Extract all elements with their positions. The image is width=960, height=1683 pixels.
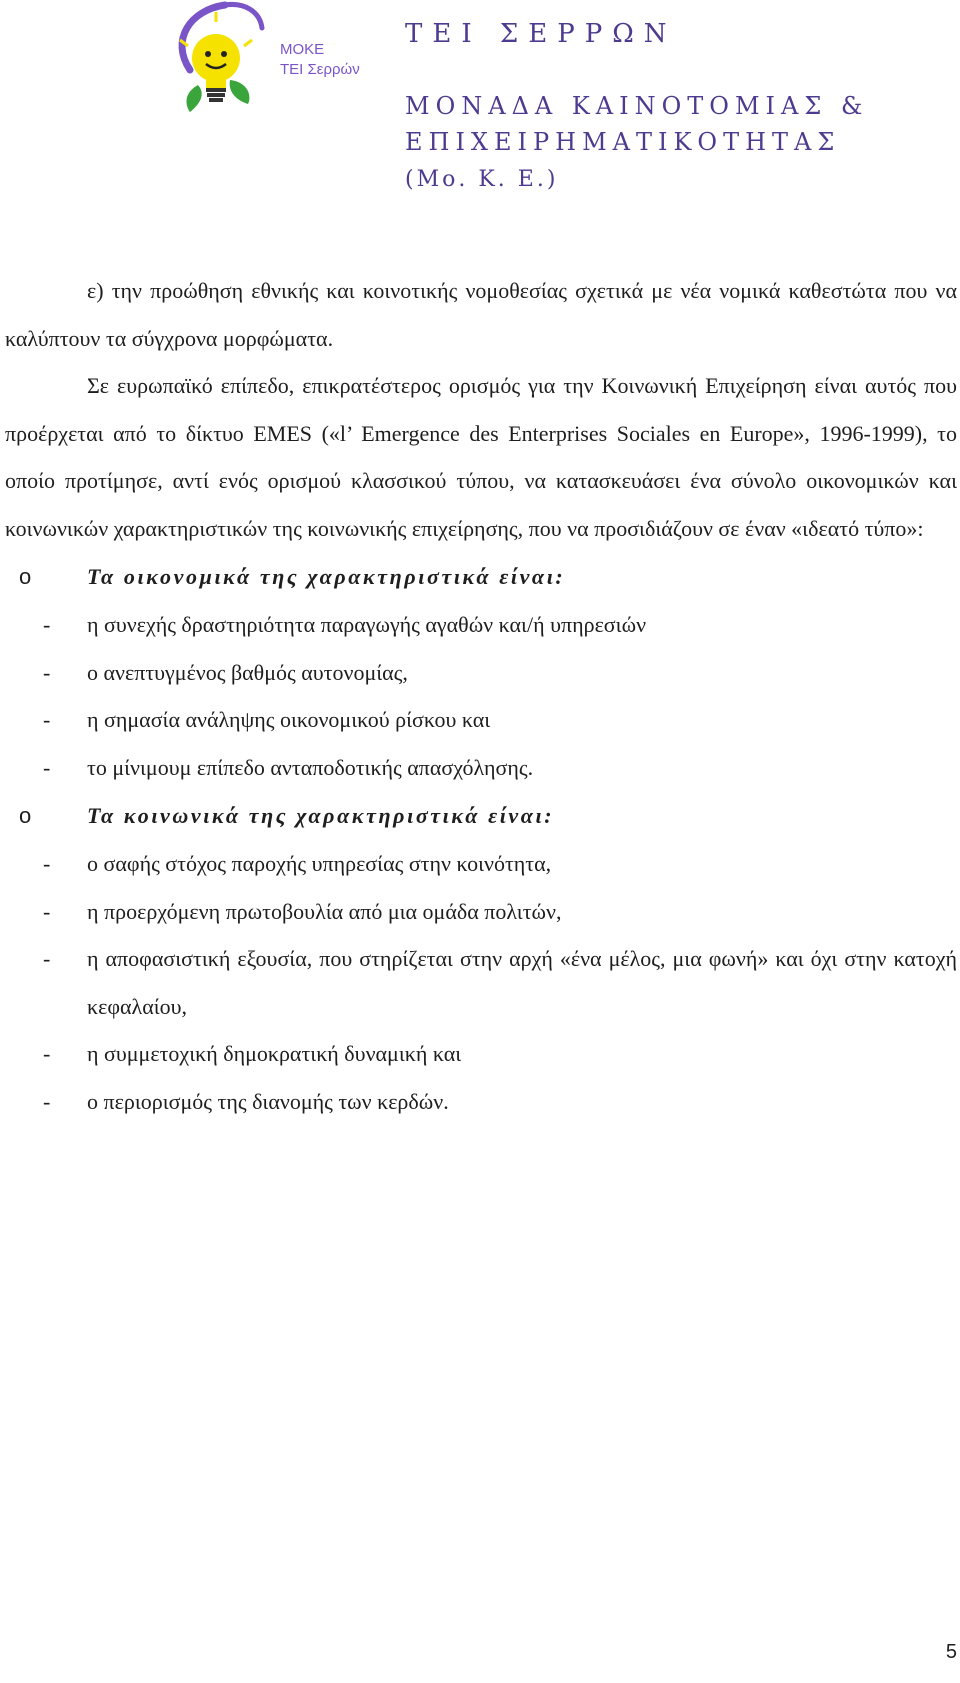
list-item — [5, 1078, 957, 1126]
unit-name-line-2: ΕΠΙΧΕΙΡΗΜΑΤΙΚΟΤΗΤΑΣ — [405, 128, 841, 156]
bullet-dash: - — [43, 707, 51, 732]
bullet-dash: - — [43, 851, 51, 876]
list-item-text: ο περιορισμός της διανομής των κερδών. — [87, 1088, 449, 1114]
list-item — [5, 696, 957, 744]
lightbulb-icon — [150, 0, 280, 125]
bullet-dash: - — [43, 898, 51, 924]
document-body — [5, 267, 957, 1125]
bullet-dash: - — [43, 1088, 51, 1114]
bullet-dash: - — [43, 946, 51, 971]
list-item — [5, 1030, 957, 1078]
page-number: 5 — [945, 1641, 957, 1663]
social-section-heading — [5, 791, 957, 840]
list-item-text: η προερχόμενη πρωτοβουλία από μια ομάδα πολιτών, — [87, 898, 562, 924]
bullet-dash: - — [43, 612, 51, 637]
list-marker: o — [19, 564, 32, 589]
economic-section-heading — [5, 552, 957, 601]
list-item — [5, 888, 957, 936]
list-item-text: η αποφασιστική εξουσία, που στηρίζεται στην αρχή «ένα μέλος, μια φωνή» και όχι στην κατοχή κεφαλαίου, — [87, 946, 957, 1019]
list-item-text: η συνεχής δραστηριότητα παραγωγής αγαθών και/ή υπηρεσιών — [87, 612, 647, 637]
bullet-dash: - — [43, 1041, 51, 1066]
bullet-dash: - — [43, 659, 51, 685]
list-item-text: ο ανεπτυγμένος βαθμός αυτονομίας, — [87, 659, 408, 685]
logo-text — [280, 40, 360, 80]
institution-title: ΤΕΙ ΣΕΡΡΩΝ — [405, 19, 677, 49]
paragraph-legislation: ε) την προώθηση εθνικής και κοινοτικής νομοθεσίας σχετικά με νέα νομικά καθεστώτα που να καλύπτουν τα σύγχρονα μορφώματα. — [5, 278, 957, 351]
moke-logo — [150, 0, 380, 125]
list-item — [5, 935, 957, 1030]
list-item-text: η σημασία ανάληψης οικονομικού ρίσκου και — [87, 707, 491, 732]
list-item-text: ο σαφής στόχος παροχής υπηρεσίας στην κοινότητα, — [87, 851, 552, 876]
list-item-text: το μίνιμουμ επίπεδο ανταποδοτικής απασχόλησης. — [87, 754, 534, 780]
list-item — [5, 601, 957, 649]
page-header — [0, 0, 960, 200]
paragraph-emes-definition: Σε ευρωπαϊκό επίπεδο, επικρατέστερος ορισμός για την Κοινωνική Επιχείρηση είναι αυτός που προέρχεται από το δίκτυο EMES («l’ Emergence des Enterprises Sociales en Europe», 1996-1999), το οποίο προτίμησε, αντί ενός ορισμού κλασσικού τύπου, να κατασκευάσει ένα σύνολο οικονομικών και κοινωνικών χαρακτηριστικών της κοινωνικής επιχείρησης, που να προσιδιάζουν σε έναν «ιδεατό τύπο»: — [5, 373, 957, 541]
list-marker: o — [19, 803, 32, 828]
social-section-title: Τα κοινωνικά της χαρακτηριστικά είναι: — [87, 803, 555, 828]
unit-name-line-1: ΜΟΝΑΔΑ ΚΑΙΝΟΤΟΜΙΑΣ & — [405, 92, 869, 120]
list-item-text: η συμμετοχική δημοκρατική δυναμική και — [87, 1041, 462, 1066]
list-item — [5, 744, 957, 792]
logo-line-2: ΤΕΙ Σερρών — [280, 61, 360, 78]
unit-abbreviation: (Μο. Κ. Ε.) — [405, 167, 559, 192]
list-item — [5, 840, 957, 888]
list-item — [5, 649, 957, 697]
bullet-dash: - — [43, 754, 51, 780]
economic-section-title: Τα οικονομικά της χαρακτηριστικά είναι: — [87, 564, 566, 589]
header-text-block — [405, 16, 868, 198]
logo-line-1: ΜΟΚΕ — [280, 41, 325, 58]
